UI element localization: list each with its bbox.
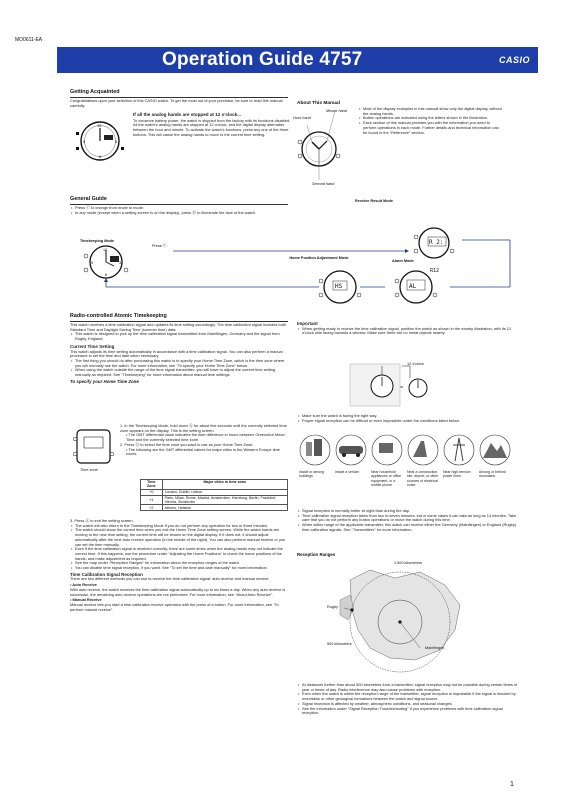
condition-label: Inside a vehicle: [335, 470, 360, 474]
manual-heading: • Manual Receive: [70, 597, 102, 603]
radio-intro-bullets: [70, 332, 290, 341]
receive-result-label: Receive Result Mode: [355, 199, 393, 203]
svg-text:9: 9: [83, 139, 86, 144]
table-cell: +1: [141, 495, 163, 505]
about-bullet: • Button operations are indicated using the letters shown in the illustration.: [363, 116, 503, 121]
manual-body: Manual receive lets you start a time calibration receive operation with the press of a button. For more information, see “To perform manual receive”.: [70, 601, 279, 612]
general-bullet: • Press Ⓒ to change from mode to mode.: [75, 206, 310, 211]
svg-text:3: 3: [119, 261, 121, 265]
brand-logo: CASIO: [498, 55, 530, 65]
rugby-label: Rugby: [327, 605, 338, 609]
radio-intro-bullet: • This watch is designed to pick up the time calibration signal transmitted from Mainflingen, Germany and the signal from Rugby, England.: [75, 332, 290, 341]
after-bullets: [70, 524, 288, 571]
europe-map: [310, 560, 480, 680]
cts-bullet: • When using the watch outside the range of the time signal transmitter, you will have to adjust the current time setting manually as required. See “Timekeeping” for more information about manual time settings.: [75, 368, 290, 377]
hour-hand-label: Hour hand: [293, 116, 311, 120]
important-bullets: [297, 327, 513, 336]
svg-text:9: 9: [91, 261, 93, 265]
after-bullet: • The watch will also return to the Timekeeping Mode if you do not perform any operation for two or three minutes.: [75, 524, 288, 529]
clock12-label: 12 o'clock: [407, 362, 424, 366]
table-cell: +0: [141, 489, 163, 495]
important-block: [297, 322, 513, 336]
cts-heading: Current Time Setting: [70, 343, 115, 349]
important-bullet: • Signal reception is normally better at night than during the day.: [302, 509, 518, 514]
step: • The GMT differential value indicates the time difference in hours between Greenwich Mean Time and the currently selected time zone.: [126, 432, 285, 443]
important-bullets2: [297, 414, 518, 423]
step: 1. In the Timekeeping Mode, hold down Ⓐ for about five seconds until the currently selected time zone appears on the display. This is the setting screen.: [120, 423, 287, 433]
page-title: Operation Guide 4757: [162, 49, 363, 70]
hands-illustration: [297, 111, 357, 183]
general-bullet: • In any mode (except when a setting screen is on the display), press Ⓑ to illuminate the face of the watch.: [75, 211, 310, 216]
ranges-heading: Reception Ranges: [297, 552, 336, 557]
conditions-icons: [297, 433, 517, 469]
about-bullet: • Each section of this manual provides you with the information you need to perform operations in each mode. Further details and technical information can be found in the “Reference” section.: [363, 121, 503, 135]
about-bullets: [358, 107, 503, 135]
alarm-lcd-text: AL: [409, 283, 417, 290]
table-row: [141, 505, 288, 511]
time-zone-label: Time zone: [80, 468, 98, 472]
ranges-bullet: • Even when the watch is within the reception range of the transmitter, signal reception is impossible if the signal is blocked by mountains or other geological formations between the watch and signal source.: [302, 692, 518, 701]
important-bullet: • When getting ready to receive the time calibration signal, position the watch as shown in the nearby illustration, with its 12 o'clock side facing towards a window. Make sure there are no metal objects nearby.: [302, 327, 513, 336]
svg-text:3: 3: [115, 139, 118, 144]
tcsr-body: There are two different methods you can use to receive the time calibration signal: auto receive and manual receive.: [70, 576, 270, 582]
or-label: or: [400, 385, 404, 389]
mainflingen-label: Mainflingen: [425, 646, 445, 650]
important-bullet: • When within range of the applicable transmitter, this watch can receive either the Germany (Mainflingen) or England (Rugby) time calibration signals. See “Transmitters” for more information.: [302, 523, 518, 532]
auto-body: With auto receive, the watch receives the time calibration signal automatically up to six times a day. When any auto receive is successful, the remaining auto receive operations are not performed. For more information, see “About Auto Receive”.: [70, 586, 286, 597]
getting-body: To conserve battery power, the watch is shipped from the factory with its functions disabled. All the watch's analog hands are stopped at 12 o'clock, and the digital display alternates between the hour and minute. To activate the watch's functions, press any one of the three buttons. This will cause the analog hands to move to the current time setting.: [133, 117, 291, 137]
cts-body: This watch adjusts its time setting automatically in accordance with a time calibration signal. You can also perform a manual procedure to set the time and date when necessary.: [70, 348, 283, 359]
condition-label: Among or behind mountains: [479, 470, 506, 479]
receive-lcd-text: R 2:: [429, 239, 444, 246]
mode-flow-diagram: [60, 200, 520, 312]
after-bullet: • See the map under “Reception Ranges” for information about the reception ranges of the watch.: [75, 561, 288, 566]
steps-block: [120, 424, 288, 457]
condition-label: Inside or among buildings: [299, 470, 325, 479]
radio-heading: Radio-controlled Atomic Timekeeping: [70, 313, 167, 319]
table-cell: Paris, Milan, Rome, Madrid, Amsterdam, Hamburg, Berlin, Frankfurt, Vienna, Stockholm: [162, 495, 287, 505]
home-lcd-text: HS: [335, 283, 343, 290]
ranges-bullet: • At distances further than about 500 kilometers from a transmitter, signal reception may not be possible during certain times of year or times of day. Radio interference may also cause problems with reception.: [302, 683, 518, 692]
condition-label: Near household appliances or office equipment, or a mobile phone: [371, 470, 402, 487]
svg-text:12: 12: [103, 248, 107, 252]
condition-label: Near a construction site, airport, or other sources of electrical noise: [407, 470, 439, 487]
getting-intro: Congratulations upon your selection of this CASIO watch. To get the most out of your purchase, be sure to read this manual carefully.: [70, 98, 283, 108]
important-heading: Important: [297, 321, 318, 326]
auto-heading: • Auto Receive: [70, 582, 97, 588]
ranges-bullet: • Signal reception is affected by weather, atmospheric conditions, and seasonal changes.: [302, 702, 518, 707]
step3: 3. Press Ⓐ to exit the setting screen.: [70, 518, 134, 523]
about-bullet: • Most of the display examples in this manual show only the digital display, without the analog hands.: [363, 107, 503, 116]
tcsr-heading: Time Calibration Signal Reception: [70, 571, 143, 577]
getting-bold: If all the analog hands are stopped at 12 o'clock...: [133, 112, 242, 117]
about-heading: About This Manual: [297, 101, 340, 106]
important-bullet: • Make sure the watch is facing the right way.: [302, 414, 518, 419]
important-bullet: • Time calibration signal reception takes from two to seven minutes, but in some cases it can take as long as 14 minutes. Take care that you do not perform any button operations or move the watch during this time.: [302, 514, 518, 523]
after-bullet: • The watch should show the correct time when you exit the Home Time Zone setting screen. While the watch hands are moving to the new time setting, the current time will be shown on the digital display. If it does not, it should adjust automatically after the next auto receive operation (in the middle of the night). You can also perform manual receive or you can set the time manually.: [75, 528, 288, 547]
important-bullet: • Proper signal reception can be difficult or even impossible under the conditions listed below.: [302, 419, 518, 424]
after-block: [70, 519, 288, 612]
timekeeping-mode-label: Timekeeping Mode: [80, 239, 115, 243]
cts-bullets: [70, 359, 290, 378]
svg-text:12: 12: [97, 123, 102, 128]
alarm-lcd-top: R12: [430, 268, 440, 274]
general-guide-heading: General Guide: [70, 196, 107, 202]
after-bullet: • Even if the time calibration signal is received correctly, there are some times when the analog hands may not indicate the correct time. If this happens, use the procedure under “Adjusting the Home Positions” to check the home positions of the hands, and make adjustment as required.: [75, 547, 288, 561]
table-header: Major cities in time zone: [162, 480, 287, 490]
table-cell: London, Dublin, Lisbon: [162, 489, 287, 495]
svg-text:6: 6: [99, 154, 102, 159]
title-banner: [57, 47, 538, 73]
svg-text:6: 6: [105, 273, 107, 277]
ranges-bullet: • See the information under “Signal Reception Troubleshooting” if you experience problems with time calibration signal reception.: [302, 707, 518, 716]
radio-intro: This watch receives a time calibration signal and updates its time setting accordingly. The time calibration signal includes both Standard Time and Daylight Saving Time (summer time) data.: [70, 322, 287, 332]
time-zone-watch-illustration: [72, 426, 116, 468]
document-id: MO0611-EA: [15, 37, 43, 43]
important-bullets3: [297, 509, 518, 533]
ranges-bullets: [297, 683, 518, 716]
getting-bold-note: [133, 113, 291, 138]
home-position-label: Home Position Adjustment Mode: [289, 256, 349, 260]
press-c-label: Press Ⓒ.: [152, 244, 168, 248]
cts-bullet: • The first thing you should do after purchasing this watch is to specify your Home Time Zone, which is the time zone where you will normally use the watch. For more information, see “To specify your Home Time Zone” below.: [75, 359, 290, 368]
spec-heading: To specify your Home Time Zone: [70, 378, 139, 384]
km1500-label: 1,500 kilometers: [394, 561, 422, 565]
after-bullet: • You can disable time signal reception, if you want. See “To set the time and date manually” for more information.: [75, 566, 288, 571]
watch-orientation-illustration: [330, 358, 480, 413]
watch-illustration: [70, 118, 130, 164]
minute-hand-label: Minute hand: [326, 109, 347, 113]
page-number: 1: [510, 781, 514, 788]
step: • The following are the GMT differential values for major cities in the Western Europe time zones.: [126, 446, 280, 457]
step: 2. Press Ⓓ to select the time zone you want to use as your Home Time Zone.: [120, 441, 254, 447]
getting-acquainted-heading: Getting Acquainted: [70, 89, 120, 95]
km500-label: 500 kilometers: [327, 642, 352, 646]
table-cell: +2: [141, 505, 163, 511]
table-cell: Athens, Helsinki: [162, 505, 287, 511]
second-hand-label: Second hand: [312, 182, 335, 186]
alarm-mode-label: Alarm Mode: [392, 259, 414, 263]
radio-intro-block: [70, 323, 290, 384]
time-zone-table: [140, 479, 288, 511]
condition-label: Near high-tension power lines: [443, 470, 471, 479]
table-header-row: [141, 480, 288, 490]
table-header: Time Zone: [141, 480, 163, 490]
table-row: [141, 495, 288, 505]
